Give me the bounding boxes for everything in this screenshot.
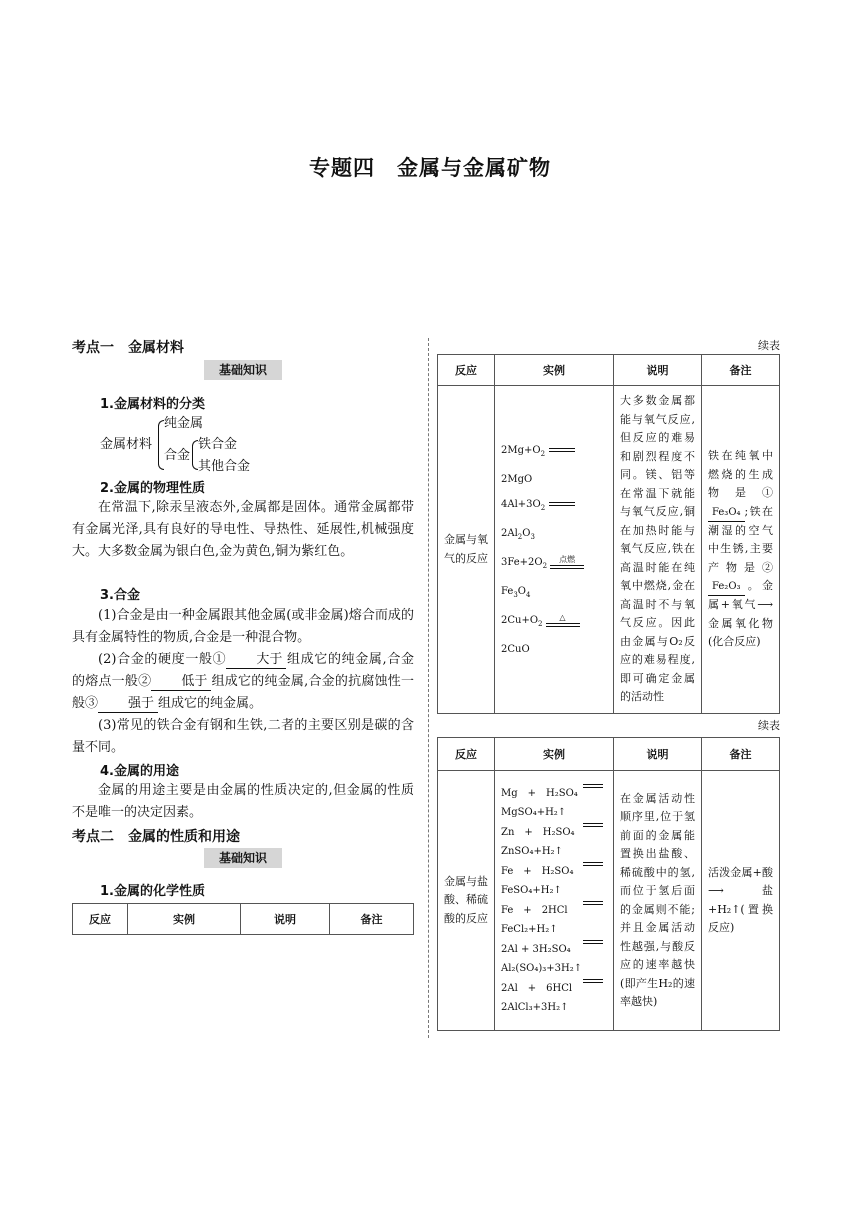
reaction-acid: 金属与盐酸、稀硫酸的反应 bbox=[438, 771, 495, 1031]
acid-equations: Mg + H₂SO₄ MgSO₄+H₂↑ Zn + H₂SO₄ ZnSO₄+H₂↑ Fe + H₂SO₄ FeSO₄+H₂↑ Fe + 2HCl FeCl₂+H₂↑ 2Al + 3H₂SO₄ Al₂(SO₄)₃+3H₂↑ 2Al + 6HCl 2AlCl₃+3H₂↑ bbox=[495, 771, 614, 1031]
oxygen-equations: $2Mg+O_22MgO$ $4Al+3O_22Al_2O_3$ $3Fe+2O_2$点燃 $Fe_3O_4$ $2Cu+O_2\triangle$ 2CuO bbox=[495, 386, 614, 714]
subheading-classification: 1.金属材料的分类 bbox=[100, 397, 205, 412]
blank-3-answer: 强于 bbox=[98, 696, 158, 713]
blank-fe2o3: Fe₂O₃ bbox=[708, 579, 745, 596]
col-note: 备注 bbox=[702, 738, 780, 771]
reaction-oxygen: 金属与氧气的反应 bbox=[438, 386, 495, 714]
continued-label-2: 续表 bbox=[758, 719, 780, 732]
acid-note: 活泼金属+酸⟶盐+H₂↑(置换反应) bbox=[702, 771, 780, 1031]
section-heading-1: 考点一 金属材料 bbox=[72, 340, 184, 356]
section-heading-2: 考点二 金属的性质和用途 bbox=[72, 829, 240, 845]
blank-fe3o4: Fe₃O₄ bbox=[708, 505, 745, 522]
col-explanation: 说明 bbox=[614, 355, 702, 386]
col-note: 备注 bbox=[330, 904, 414, 935]
oxygen-note: 铁在纯氧中燃烧的生成物是①Fe₃O₄ ;铁在潮湿的空气中生锈,主要产物是②Fe₂O₃ 。金属+氧气⟶金属氧化物(化合反应) bbox=[702, 386, 780, 714]
col-example: 实例 bbox=[495, 355, 614, 386]
uses-paragraph: 金属的用途主要是由金属的性质决定的,但金属的性质不是唯一的决定因素。 bbox=[72, 783, 414, 820]
tree-alloy: 合金 bbox=[164, 448, 191, 463]
col-reaction: 反应 bbox=[438, 355, 495, 386]
col-example: 实例 bbox=[495, 738, 614, 771]
tree-iron-alloy: 铁合金 bbox=[198, 437, 238, 452]
continued-label-1: 续表 bbox=[758, 339, 780, 352]
subheading-chemical: 1.金属的化学性质 bbox=[100, 884, 205, 899]
col-note: 备注 bbox=[702, 355, 780, 386]
acid-reaction-table bbox=[437, 737, 780, 1031]
col-reaction: 反应 bbox=[438, 738, 495, 771]
page-title: 专题四 金属与金属矿物 bbox=[309, 156, 551, 180]
tree-pure-metal: 纯金属 bbox=[164, 416, 204, 431]
basic-knowledge-badge: 基础知识 bbox=[204, 360, 282, 380]
subheading-physical: 2.金属的物理性质 bbox=[100, 481, 205, 496]
blank-1-answer: 大于 bbox=[226, 652, 286, 669]
col-example: 实例 bbox=[128, 904, 241, 935]
col-explanation: 说明 bbox=[241, 904, 330, 935]
blank-2-answer: 低于 bbox=[151, 674, 211, 691]
alloy-definition-paragraph: (1)合金是由一种金属跟其他金属(或非金属)熔合而成的具有金属特性的物质,合金是一种混合物。 bbox=[72, 608, 414, 645]
tree-other-alloy: 其他合金 bbox=[198, 459, 251, 474]
basic-knowledge-badge-2: 基础知识 bbox=[204, 848, 282, 868]
physical-properties-paragraph: 在常温下,除汞呈液态外,金属都是固体。通常金属都带有金属光泽,具有良好的导电性、导热性、延展性,机械强度大。大多数金属为银白色,金为黄色,铜为紫红色。 bbox=[72, 500, 414, 559]
alloy-properties-paragraph: (2)合金的硬度一般① 大于 组成它的纯金属,合金的熔点一般② 低于 组成它的纯金属,合金的抗腐蚀性一般③ 强于 组成它的纯金属。 bbox=[72, 652, 414, 711]
col-explanation: 说明 bbox=[614, 738, 702, 771]
oxygen-reaction-table bbox=[437, 354, 780, 714]
column-divider bbox=[428, 338, 429, 1038]
chemical-properties-table-header bbox=[72, 903, 414, 935]
subheading-uses: 4.金属的用途 bbox=[100, 764, 179, 779]
col-reaction: 反应 bbox=[73, 904, 128, 935]
acid-explanation: 在金属活动性顺序里,位于氢前面的金属能置换出盐酸、稀硫酸中的氢,而位于氢后面的金属则不能;并且金属活动性越强,与酸反应的速率越快(即产生H₂的速率越快) bbox=[614, 771, 702, 1031]
subheading-alloy: 3.合金 bbox=[100, 588, 140, 603]
oxygen-explanation: 大多数金属都能与氧气反应,但反应的难易和剧烈程度不同。镁、铝等在常温下就能与氧气反应,铜在加热时能与氧气反应,铁在高温时能在纯氧中燃烧,金在高温时不与氧气反应。因此由金属与O₂反应的难易程度,即可确定金属的活动性 bbox=[614, 386, 702, 714]
tree-root: 金属材料 bbox=[100, 437, 153, 452]
iron-alloy-paragraph: (3)常见的铁合金有钢和生铁,二者的主要区别是碳的含量不同。 bbox=[72, 718, 414, 755]
